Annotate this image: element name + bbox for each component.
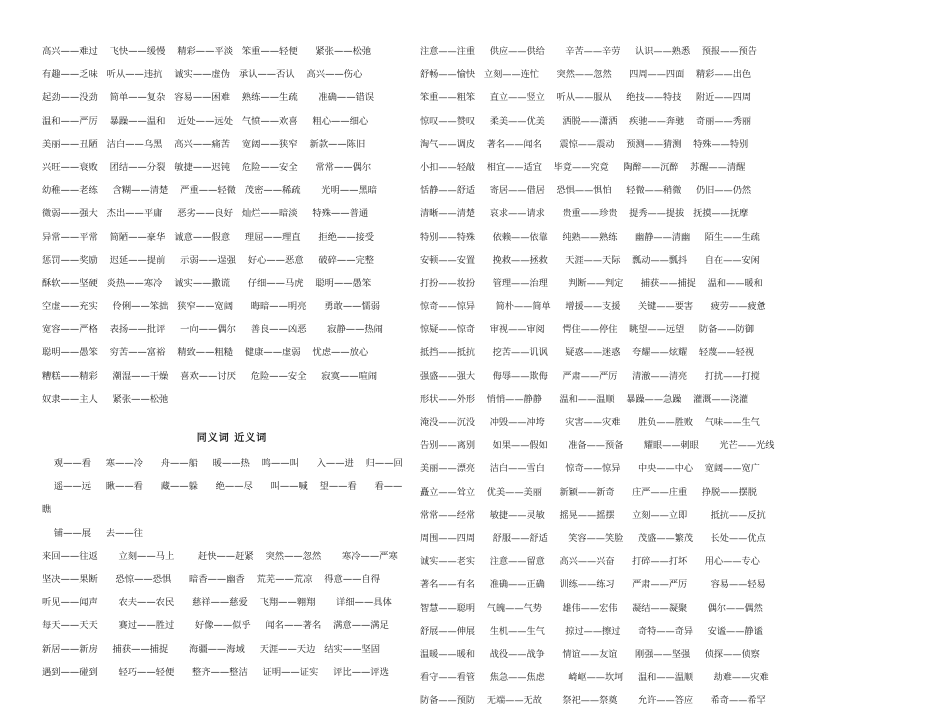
word-pair-line: 铺——展 去——往 bbox=[42, 527, 143, 539]
right-column bbox=[420, 40, 790, 712]
word-pair-line: 常常——经常 敏捷——灵敏 摇晃——摇摆 立刻——立即 抵抗——反抗 bbox=[420, 509, 766, 521]
antonym-list bbox=[42, 40, 422, 411]
word-pair-line: 异常——平常 简陋——豪华 诚意——假意 理屈——理直 拒绝——接受 bbox=[42, 231, 375, 243]
word-pair-line: 惩罚——奖励 迟延——提前 示弱——逞强 好心——恶意 破碎——完整 bbox=[42, 254, 375, 266]
word-pair-line: 奴隶——主人 紧张——松弛 bbox=[42, 393, 169, 405]
word-pair-line: 特别——特殊 依赖——依靠 纯熟——熟练 幽静——清幽 陌生——生疏 bbox=[420, 231, 760, 243]
word-pair-line: 防备——预防 无端——无故 祭祀——祭奠 允许——答应 希奇——希罕 bbox=[420, 695, 766, 707]
word-pair-line: 美丽——漂亮 洁白——雪白 惊奇——惊异 中央——中心 宽阔——宽广 bbox=[420, 463, 760, 475]
word-pair-line: 温和——严厉 暴躁——温和 近处——远处 气愤——欢喜 粗心——细心 bbox=[42, 115, 369, 127]
word-pair-line: 来回——往返 立刻——马上 赶快——赶紧 突然——忽然 寒冷——严寒 bbox=[42, 550, 398, 562]
word-pair-line: 每天——天天 赛过——胜过 好像——似乎 闻名——著名 满意——满足 bbox=[42, 620, 389, 632]
word-pair-line: 起劲——没劲 简单——复杂 容易——困难 熟练——生疏 准确——错误 bbox=[42, 92, 375, 104]
word-pair-line: 幼稚——老练 含糊——清楚 严重——轻微 茂密——稀疏 光明——黑暗 bbox=[42, 185, 378, 197]
word-pair-line: 著名——有名 准确——正确 训练——练习 严肃——严厉 容易——轻易 bbox=[420, 579, 766, 591]
word-pair-line: 舒畅——愉快 立刻——连忙 突然——忽然 四周——四面 精彩——出色 bbox=[420, 69, 752, 81]
synonym-list-continued bbox=[420, 40, 790, 712]
word-pair-line: 矗立——耸立 优美——美丽 新颖——新奇 庄严——庄重 挣脱——摆脱 bbox=[420, 486, 757, 498]
word-pair-line: 瞧 bbox=[42, 504, 52, 516]
word-pair-line: 糟糕——精彩 潮湿——干燥 喜欢——讨厌 危险——安全 寂寞——喧闹 bbox=[42, 370, 378, 382]
word-pair-line: 有趣——乏味 听从——违抗 诚实——虚伪 承认——否认 高兴——伤心 bbox=[42, 69, 363, 81]
word-pair-line: 酥软——坚硬 炎热——寒冷 诚实——撒谎 仔细——马虎 聪明——愚笨 bbox=[42, 277, 372, 289]
word-pair-line: 舒展——伸展 生机——生气 掠过——擦过 奇特——奇异 安谧——静谧 bbox=[420, 625, 763, 637]
word-pair-line: 抵挡——抵抗 挖苦——讥讽 疑惑——迷惑 夸耀——炫耀 轻蔑——轻视 bbox=[420, 347, 755, 359]
word-pair-line: 淘气——调皮 著名——闻名 震惊——震动 预测——猜测 特殊——特别 bbox=[420, 138, 749, 150]
word-pair-line: 听见——闻声 农夫——农民 慈祥——慈爱 飞翔——翱翔 详细——具体 bbox=[42, 597, 392, 609]
word-pair-line: 遇到——碰到 轻巧——轻便 整齐——整洁 证明——证实 评比——评选 bbox=[42, 666, 389, 678]
word-pair-line: 惊疑——惊奇 审视——审阅 愕住——停住 眺望——远望 防备——防御 bbox=[420, 324, 755, 336]
word-pair-line: 强盛——强大 侮辱——欺侮 严肃——严厉 清澈——清亮 打扰——打搅 bbox=[420, 370, 760, 382]
word-pair-line: 笨重——粗笨 直立——竖立 听从——服从 绝技——特技 附近——四周 bbox=[420, 92, 752, 104]
word-pair-line: 看守——看管 焦急——焦虑 崎岖——坎坷 温和——温顺 劫难——灾难 bbox=[420, 672, 769, 684]
word-pair-line: 注意——注重 供应——供给 辛苦——辛劳 认识——熟悉 预报——预告 bbox=[420, 46, 757, 57]
word-pair-line: 温暖——暖和 战役——战争 情谊——友谊 刚强——坚强 侦探——侦察 bbox=[420, 648, 760, 660]
word-pair-line: 美丽——丑陋 洁白——乌黑 高兴——痛苦 宽阔——狭窄 新款——陈旧 bbox=[42, 138, 366, 150]
word-pair-line: 告别——离别 如果——假如 准备——预备 耀眼——刺眼 光芒——光线 bbox=[420, 440, 775, 452]
synonym-list bbox=[42, 452, 422, 684]
word-pair-line: 高兴——难过 飞快——缓慢 精彩——平淡 笨重——轻便 紧张——松弛 bbox=[42, 46, 372, 57]
word-pair-line: 智慧——聪明 气魄——气势 雄伟——宏伟 凝结——凝聚 偶尔——偶然 bbox=[420, 602, 763, 614]
word-pair-line: 聪明——愚笨 穷苦——富裕 精致——粗糙 健康——虚弱 忧虑——放心 bbox=[42, 347, 369, 359]
word-pair-line: 安顿——安置 挽救——拯救 天涯——天际 瓢动——瓢抖 自在——安闲 bbox=[420, 254, 760, 266]
left-column bbox=[42, 40, 422, 684]
word-pair-line: 空虚——充实 伶俐——笨拙 狭窄——宽阔 晦暗——明亮 勇敢——懦弱 bbox=[42, 301, 381, 313]
word-pair-line: 惊奇——惊异 简朴——简单 增援——支援 关键——要害 疲劳——疲惫 bbox=[420, 301, 766, 313]
synonym-heading: 同义词 近义词 bbox=[196, 433, 268, 444]
word-pair-line: 微弱——强大 杰出——平庸 恶劣——良好 灿烂——暗淡 特殊——普通 bbox=[42, 208, 369, 220]
word-pair-line: 打扮——妆扮 管理——治理 判断——判定 捕获——捕捉 温和——暖和 bbox=[420, 277, 763, 289]
word-pair-line: 坚决——果断 恐惊——恐惧 暗香——幽香 荒芜——荒凉 得意——自得 bbox=[42, 573, 381, 585]
word-pair-line: 恬静——舒适 寄居——借居 恐惧——惧怕 轻微——稍微 仍旧——仍然 bbox=[420, 185, 752, 197]
word-pair-line: 兴旺——衰败 团结——分裂 敏捷——迟钝 危险——安全 常常——偶尔 bbox=[42, 161, 372, 173]
word-pair-line: 观——看 寒——冷 舟——船 暖——热 鸣——叫 入——进 归——回 bbox=[42, 458, 403, 469]
word-pair-line: 新居——新房 捕获——捕捉 海疆——海域 天涯——天边 结实——坚固 bbox=[42, 643, 381, 655]
word-pair-line: 形状——外形 悄悄——静静 温和——温顺 暴躁——急躁 灌溉——浇灌 bbox=[420, 393, 749, 405]
word-pair-line: 淹没——沉没 冲毁——冲垮 灾害——灾难 胜负——胜败 气味——生气 bbox=[420, 417, 760, 428]
word-pair-line: 宽容——严格 表扬——批评 一向——偶尔 善良——凶恶 寂静——热闹 bbox=[42, 324, 383, 336]
word-pair-line: 惊叹——赞叹 柔美——优美 洒脱——潇洒 疾驰——奔驰 奇丽——秀丽 bbox=[420, 115, 752, 127]
word-pair-line: 周围——四周 舒服——舒适 笑容——笑脸 茂盛——繁茂 长处——优点 bbox=[420, 532, 766, 544]
word-pair-line: 小扣——轻敲 相宜——适宜 毕竟——究竟 陶醉——沉醉 苏醒——清醒 bbox=[420, 161, 746, 173]
word-pair-line: 清晰——清楚 哀求——请求 贵重——珍贵 提秀——提拔 抚摸——抚摩 bbox=[420, 208, 749, 220]
word-pair-line: 诚实——老实 注意——留意 高兴——兴奋 打碎——打坏 用心——专心 bbox=[420, 556, 760, 568]
word-pair-line: 遥——远 瞅——看 藏——躲 绝——尽 叫——喊 望——看 看—— bbox=[42, 481, 403, 493]
